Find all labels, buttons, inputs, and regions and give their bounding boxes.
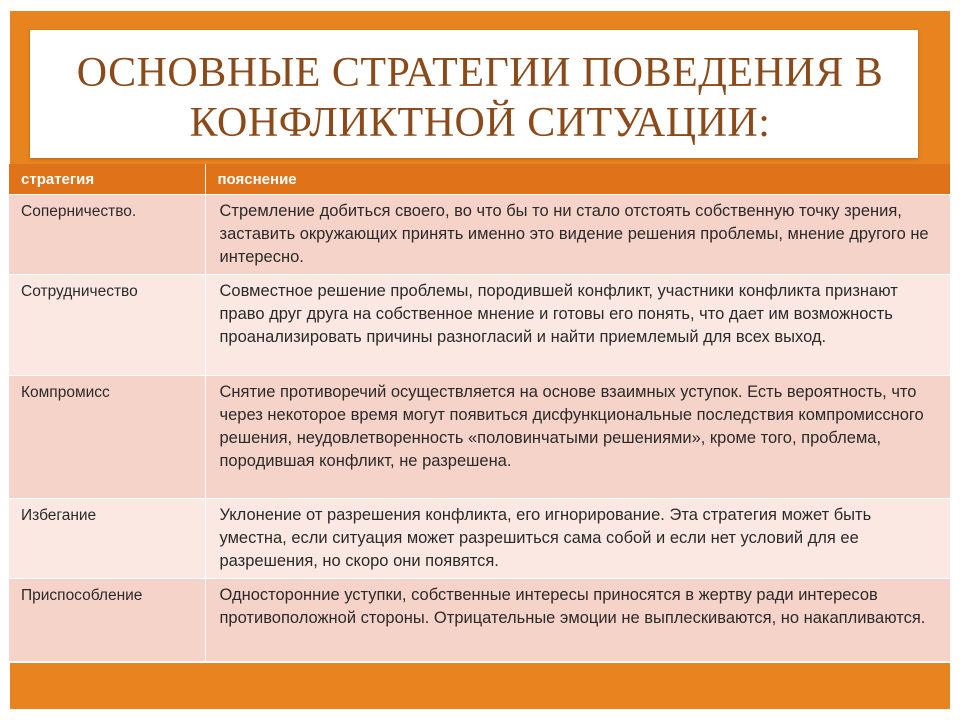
table-header-row: [9, 164, 950, 195]
table-row: [9, 579, 950, 662]
strategies-table: [9, 164, 951, 662]
header-explanation: пояснение: [205, 164, 950, 195]
table-row: [9, 195, 950, 275]
strategy-cell: Соперничество.: [9, 195, 205, 275]
explanation-cell: Односторонние уступки, собственные интересы приносятся в жертву ради интересов противоположной стороны. Отрицательные эмоции не выплескиваются, но накапливаются.: [205, 579, 950, 662]
strategies-table-wrap: [9, 164, 950, 663]
strategy-cell: Компромисс: [9, 376, 205, 499]
strategy-cell: Избегание: [9, 499, 205, 579]
explanation-cell: Стремление добиться своего, во что бы то ни стало отстоять собственную точку зрения, заставить окружающих принять именно это видение решения проблемы, мнение другого не интересно.: [205, 195, 950, 275]
header-strategy: стратегия: [9, 164, 205, 195]
slide-title: ОСНОВНЫЕ СТРАТЕГИИ ПОВЕДЕНИЯ В КОНФЛИКТНОЙ СИТУАЦИИ:: [76, 50, 884, 146]
table-row: [9, 499, 950, 579]
explanation-cell: Совместное решение проблемы, породившей конфликт, участники конфликта признают право друг друга на собственное мнение и готовы его понять, что дает им возможность проанализировать причины разногласий и найти приемлемый для всех выход.: [205, 275, 950, 376]
table-row: [9, 275, 950, 376]
explanation-cell: Уклонение от разрешения конфликта, его игнорирование. Эта стратегия может быть уместна, если ситуация может разрешиться сама собой и если нет условий для ее разрешения, но скоро они появятся.: [205, 499, 950, 579]
explanation-cell: Снятие противоречий осуществляется на основе взаимных уступок. Есть вероятность, что через некоторое время могут появиться дисфункциональные последствия компромиссного решения, неудовлетворенность «половинчатыми решениями», кроме того, проблема, породившая конфликт, не разрешена.: [205, 376, 950, 499]
table-row: [9, 376, 950, 499]
strategy-cell: Приспособление: [9, 579, 205, 662]
strategy-cell: Сотрудничество: [9, 275, 205, 376]
